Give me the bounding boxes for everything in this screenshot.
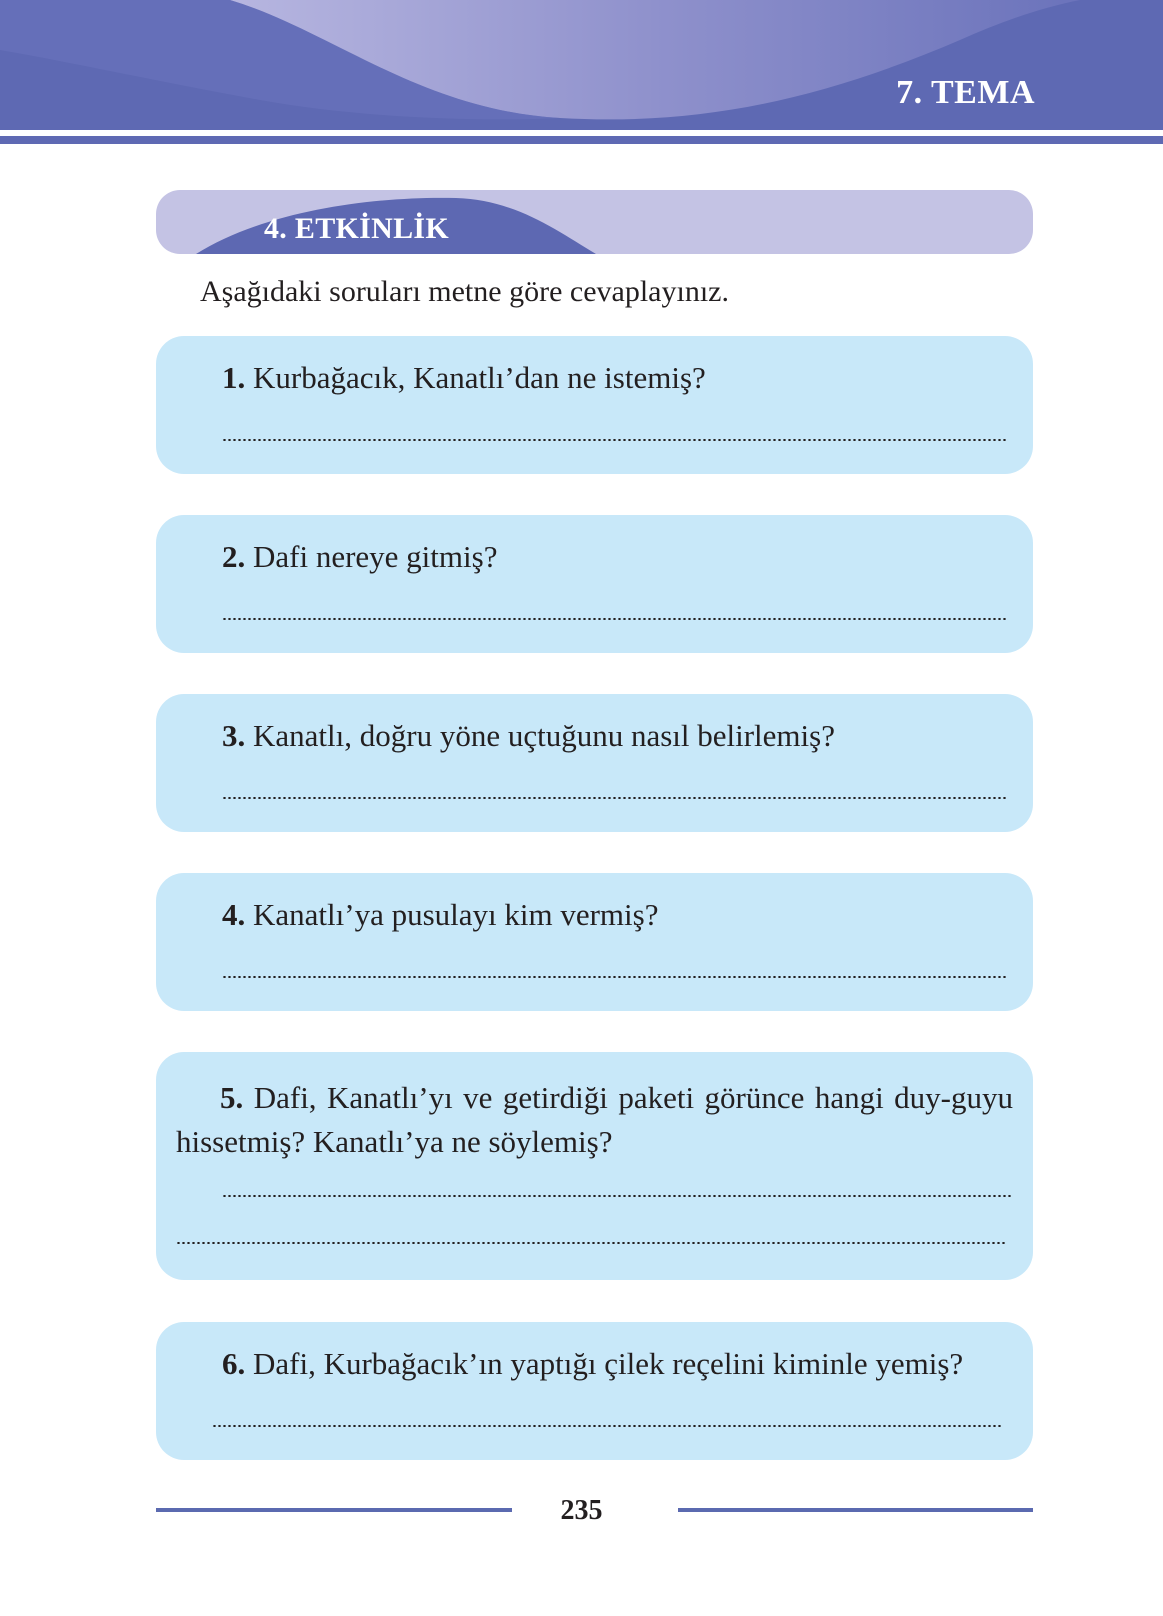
question-label-1: Kurbağacık, Kanatlı’dan ne istemiş? (253, 360, 706, 395)
question-box-3 (156, 694, 1033, 832)
question-text-2 (222, 535, 497, 579)
answer-line-1[interactable] (222, 439, 1008, 441)
question-text-1 (222, 356, 706, 400)
page-number: 235 (560, 1495, 603, 1526)
question-number-2: 2. (222, 539, 246, 574)
question-box-2 (156, 515, 1033, 653)
question-box-1 (156, 336, 1033, 474)
answer-line-2[interactable] (222, 618, 1008, 620)
instruction-text: Aşağıdaki soruları metne göre cevaplayınız. (200, 275, 729, 308)
answer-line-5a[interactable] (222, 1195, 1012, 1197)
question-box-6 (156, 1322, 1033, 1460)
theme-title: 7. TEMA (896, 74, 1035, 111)
activity-title: 4. ETKİNLİK (264, 212, 450, 245)
question-label-2: Dafi nereye gitmiş? (253, 539, 498, 574)
question-label-6: Dafi, Kurbağacık’ın yaptığı çilek reçelini kiminle yemiş? (253, 1346, 964, 1381)
answer-line-5b[interactable] (176, 1242, 1006, 1244)
question-number-5: 5. (220, 1080, 244, 1115)
question-label-5: Dafi, Kanatlı’yı ve getirdiği paketi görünce hangi duy-guyu hissetmiş? Kanatlı’ya ne söylemiş? (176, 1080, 1014, 1159)
question-number-4: 4. (222, 897, 246, 932)
question-label-3: Kanatlı, doğru yöne uçtuğunu nasıl belirlemiş? (253, 718, 835, 753)
question-box-5 (156, 1052, 1033, 1280)
answer-line-4[interactable] (222, 976, 1008, 978)
question-text-3 (222, 714, 835, 758)
question-number-1: 1. (222, 360, 246, 395)
question-label-4: Kanatlı’ya pusulayı kim vermiş? (253, 897, 659, 932)
question-box-4 (156, 873, 1033, 1011)
question-text-6 (222, 1342, 963, 1386)
question-text-4 (222, 893, 658, 937)
activity-title-bar (156, 190, 1033, 254)
answer-line-6[interactable] (212, 1425, 1002, 1427)
question-number-3: 3. (222, 718, 246, 753)
question-number-6: 6. (222, 1346, 246, 1381)
question-text-5 (176, 1076, 1013, 1164)
answer-line-3[interactable] (222, 797, 1008, 799)
